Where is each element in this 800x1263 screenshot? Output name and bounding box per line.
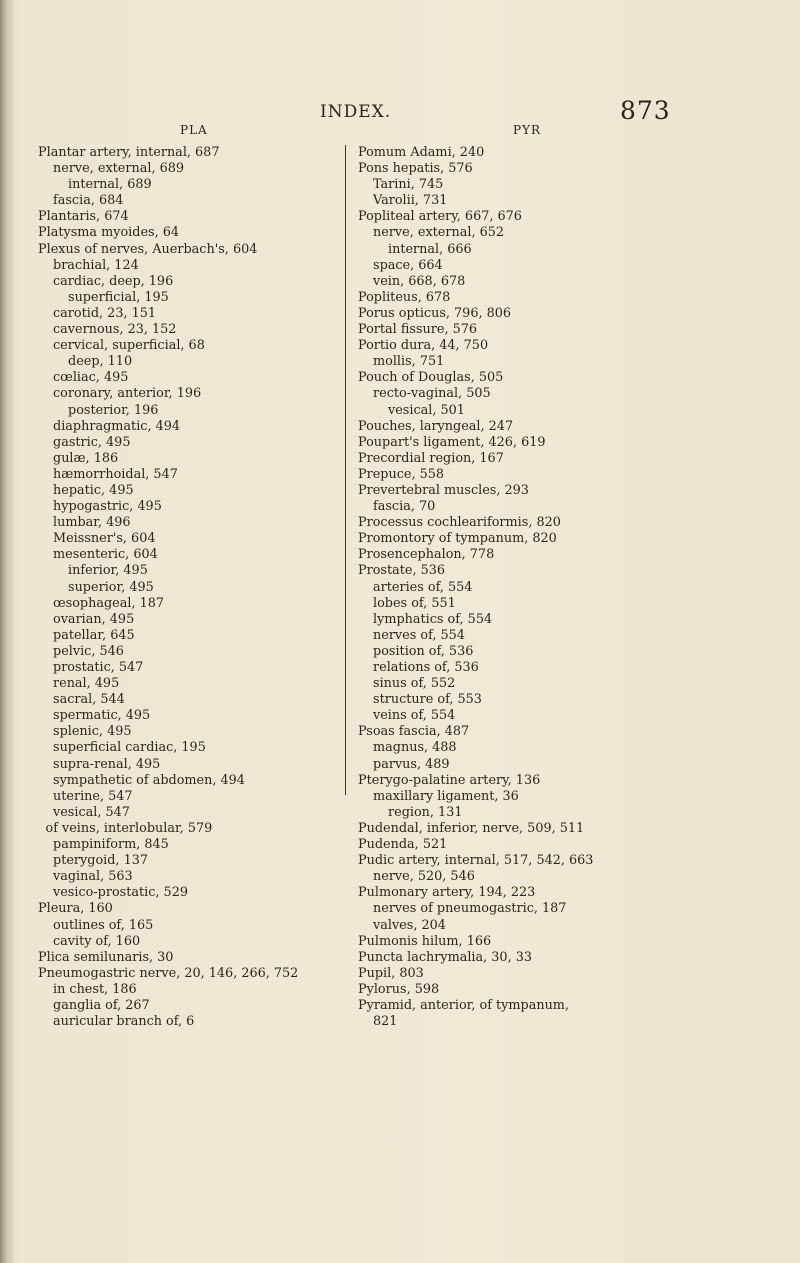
index-entry: coronary, anterior, 196 <box>53 386 202 402</box>
index-entry: mollis, 751 <box>373 354 445 370</box>
index-entry: magnus, 488 <box>373 740 457 756</box>
index-entry: Pons hepatis, 576 <box>358 161 473 177</box>
index-entry: Portal fissure, 576 <box>358 322 478 338</box>
index-entry: hepatic, 495 <box>53 482 134 498</box>
index-entry: Meissner's, 604 <box>53 531 156 547</box>
index-entry: brachial, 124 <box>53 257 139 273</box>
index-entry: valves, 204 <box>373 917 446 933</box>
page-number: 873 <box>620 96 671 125</box>
index-entry: Pneumogastric nerve, 20, 146, 266, 752 <box>38 965 299 981</box>
index-title: INDEX. <box>320 102 392 122</box>
index-entry: œsophageal, 187 <box>53 595 165 611</box>
index-entry: Prosencephalon, 778 <box>358 547 495 563</box>
column-divider <box>345 145 346 795</box>
index-entry: pelvic, 546 <box>53 643 124 659</box>
index-entry: Porus opticus, 796, 806 <box>358 305 512 321</box>
index-entry: position of, 536 <box>373 643 474 659</box>
index-entry: posterior, 196 <box>68 402 159 418</box>
index-entry: Pudenda, 521 <box>358 837 448 853</box>
index-entry: uterine, 547 <box>53 788 133 804</box>
index-entry: superior, 495 <box>68 579 154 595</box>
index-entry: recto-vaginal, 505 <box>373 386 491 402</box>
index-entry: ovarian, 495 <box>53 611 135 627</box>
index-entry: mesenteric, 604 <box>53 547 158 563</box>
index-entry: sacral, 544 <box>53 692 125 708</box>
index-entry: internal, 689 <box>68 177 152 193</box>
index-entry: Pomum Adami, 240 <box>358 145 485 160</box>
index-entry: diaphragmatic, 494 <box>53 418 181 434</box>
index-entry: Plantar artery, internal, 687 <box>38 145 220 160</box>
index-entry: Pulmonary artery, 194, 223 <box>358 885 536 901</box>
index-entry: vesical, 547 <box>53 804 130 820</box>
index-entry: Pudendal, inferior, nerve, 509, 511 <box>358 820 585 836</box>
index-entry: Promontory of tympanum, 820 <box>358 531 557 547</box>
index-entry: spermatic, 495 <box>53 708 151 724</box>
index-entry: gastric, 495 <box>53 434 131 450</box>
index-entry: nerve, 520, 546 <box>373 869 475 885</box>
index-entry: Pterygo-palatine artery, 136 <box>358 772 541 788</box>
index-entry: vein, 668, 678 <box>373 273 466 289</box>
index-entry: Prepuce, 558 <box>358 466 445 482</box>
index-entry: Pylorus, 598 <box>358 981 440 997</box>
index-entry: vaginal, 563 <box>53 869 133 885</box>
index-entry: hæmorrhoidal, 547 <box>53 466 178 482</box>
index-entry: lumbar, 496 <box>53 515 131 531</box>
index-entry: auricular branch of, 6 <box>53 1014 195 1030</box>
index-entry: Processus cochleariformis, 820 <box>358 515 561 531</box>
left-column-guide-word: PLA <box>180 123 208 137</box>
index-entry: Precordial region, 167 <box>358 450 504 466</box>
index-entry: parvus, 489 <box>373 756 450 772</box>
index-entry: veins of, 554 <box>373 708 456 724</box>
index-entry: cœliac, 495 <box>53 370 129 386</box>
index-entry: deep, 110 <box>68 354 133 370</box>
index-entry: Psoas fascia, 487 <box>358 724 470 740</box>
index-entry: cervical, superficial, 68 <box>53 338 205 354</box>
index-entry: region, 131 <box>388 804 463 820</box>
right-index-column <box>358 145 768 1030</box>
index-entry: Pyramid, anterior, of tympanum, <box>358 997 570 1013</box>
index-entry: Platysma myoides, 64 <box>38 225 180 241</box>
index-entry: Pouch of Douglas, 505 <box>358 370 504 386</box>
index-entry: inferior, 495 <box>68 563 148 579</box>
index-entry: cardiac, deep, 196 <box>53 273 174 289</box>
index-entry: relations of, 536 <box>373 660 479 675</box>
index-entry: Popliteus, 678 <box>358 289 451 305</box>
index-entry: fascia, 684 <box>53 193 124 209</box>
index-entry: splenic, 495 <box>53 724 132 740</box>
index-entry: Pleura, 160 <box>38 901 113 917</box>
index-entry: nerve, external, 689 <box>53 161 185 177</box>
index-entry: Prevertebral muscles, 293 <box>358 482 529 498</box>
index-entry: fascia, 70 <box>373 499 436 515</box>
index-entry: Varolii, 731 <box>373 193 448 209</box>
index-entry: superficial cardiac, 195 <box>53 740 206 756</box>
index-entry: of veins, interlobular, 579 <box>45 820 213 836</box>
index-entry: space, 664 <box>373 257 443 273</box>
index-entry: Plica semilunaris, 30 <box>38 949 174 965</box>
index-entry: Popliteal artery, 667, 676 <box>358 209 522 225</box>
running-head <box>0 96 800 136</box>
index-entry: nerves of, 554 <box>373 627 465 643</box>
index-entry: hypogastric, 495 <box>53 499 162 515</box>
index-entry: superficial, 195 <box>68 289 169 305</box>
left-index-column <box>38 145 338 1030</box>
index-entry: sinus of, 552 <box>373 676 456 692</box>
index-entry: in chest, 186 <box>53 981 137 997</box>
index-entry: patellar, 645 <box>53 627 135 643</box>
page-gutter-shadow <box>0 0 14 1263</box>
index-entry: maxillary ligament, 36 <box>373 788 519 804</box>
index-entry: vesical, 501 <box>388 402 465 418</box>
index-entry: nerve, external, 652 <box>373 225 505 241</box>
index-entry: Prostate, 536 <box>358 563 446 579</box>
index-entry: supra-renal, 495 <box>53 756 161 772</box>
index-entry: Tarini, 745 <box>373 177 444 193</box>
index-entry: Portio dura, 44, 750 <box>358 338 489 354</box>
index-entry: lobes of, 551 <box>373 595 456 611</box>
index-entry: cavity of, 160 <box>53 933 141 949</box>
index-entry: 821 <box>373 1014 398 1030</box>
index-entry: Pudic artery, internal, 517, 542, 663 <box>358 853 594 869</box>
index-entry: internal, 666 <box>388 241 472 257</box>
index-entry: gulæ, 186 <box>53 450 119 466</box>
index-entry: nerves of pneumogastric, 187 <box>373 901 567 917</box>
right-column-guide-word: PYR <box>513 123 542 137</box>
index-entry: renal, 495 <box>53 676 120 692</box>
index-entry: lymphatics of, 554 <box>373 611 493 627</box>
index-entry: vesico-prostatic, 529 <box>53 885 188 901</box>
index-entry: Pulmonis hilum, 166 <box>358 933 492 949</box>
index-entry: prostatic, 547 <box>53 660 144 675</box>
index-entry: pterygoid, 137 <box>53 853 148 869</box>
index-entry: carotid, 23, 151 <box>53 305 157 321</box>
index-entry: arteries of, 554 <box>373 579 473 595</box>
index-entry: cavernous, 23, 152 <box>53 322 177 338</box>
index-entry: outlines of, 165 <box>53 917 154 933</box>
index-entry: sympathetic of abdomen, 494 <box>53 772 245 788</box>
index-entry: Plantaris, 674 <box>38 209 129 225</box>
index-entry: Puncta lachrymalia, 30, 33 <box>358 949 532 965</box>
index-entry: Pouches, laryngeal, 247 <box>358 418 514 434</box>
index-entry: Plexus of nerves, Auerbach's, 604 <box>38 241 258 257</box>
index-entry: Poupart's ligament, 426, 619 <box>358 434 546 450</box>
index-entry: Pupil, 803 <box>358 965 424 981</box>
index-entry: pampiniform, 845 <box>53 837 169 853</box>
index-entry: ganglia of, 267 <box>53 997 150 1013</box>
index-entry: structure of, 553 <box>373 692 482 708</box>
